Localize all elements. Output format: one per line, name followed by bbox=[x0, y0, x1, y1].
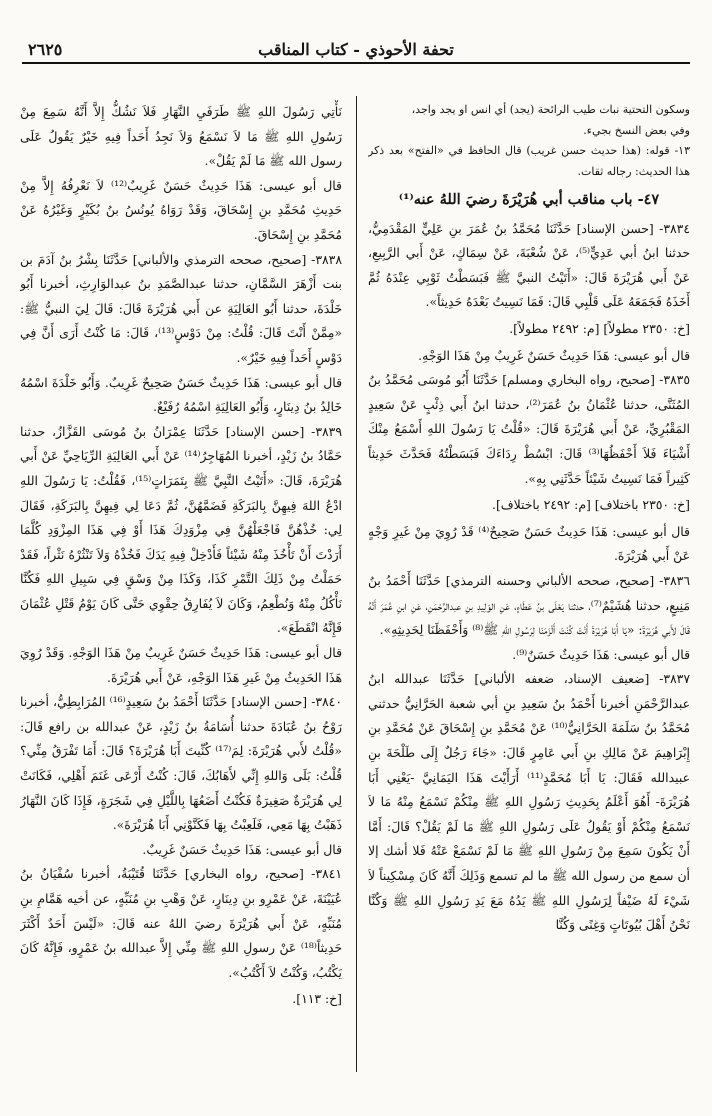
hadith-3837-continued: نَأْتِي رَسُولَ اللهِ ﷺ طَرَفَيِ النَّهَارِ فَلاَ نَشُكُّ إِلاَّ أَنَّهُ سَمِعَ مِنْ رَسُولِ اللهِ ﷺ مَا لاَ نَسْمَعُ وَلاَ نَجِدُ أَحَداً فِيهِ خَيْرٌ يَقُولُ عَلَى رسول الله ﷺ مَا لَمْ يَقُلْ». bbox=[20, 104, 342, 169]
abu-isa-comment-3839: قال أبو عيسى: هَذَا حَدِيثٌ حَسَنٌ غَرِيبٌ مِنْ هَذَا الوَجْهِ. وَقَدْ رُوِيَ هَذَا الحَدِيثُ مِنْ غَيرِ هَذَا الوَجْهِ، عَنْ أَبي هُرَيْرَةَ. bbox=[20, 645, 342, 685]
footnote-line: وفي بعض النسخ بجيء. bbox=[583, 123, 690, 137]
column-divider bbox=[356, 96, 357, 1072]
abu-isa-comment-3837: قال أبو عيسى: هَذَا حَدِيثٌ حَسَنٌ غَرِيبٌ⁽¹²⁾ لاَ نَعْرِفُهُ إِلاَّ مِنْ حَدِيثِ مُحَمَّدِ بنِ إِسْحَاقَ، وَقَدْ رَوَاهُ يُونُسُ بنُ بُكَيْرٍ وَغَيْرُهُ عَنْ مُحَمَّدِ بنِ إِسْحَاقَ. bbox=[20, 177, 342, 242]
footnote-13: ١٣- قوله: (هذا حديث حسن غريب) قال الحافظ في «الفتح» بعد ذكر هذا الحديث: رجاله ثقات. bbox=[368, 144, 690, 178]
page-number: ٢٦٢٥ bbox=[28, 40, 63, 59]
hadith-3835: ٣٨٣٥- [صحيح، رواه البخاري ومسلم] حَدَّثَنَا أَبُو مُوسَى مُحَمَّدُ بنُ المُثَنَّى، حدثنا عُثْمَانُ بنُ عُمَرَ⁽²⁾، حدثنا ابنُ أَبي ذِئْبٍ عَنْ سَعِيدٍ المَقْبُرِيِّ، عَنْ أَبي هُرَيْرَةَ قَالَ: «قُلْتُ يَا رَسُولَ اللهِ أَسْمَعُ مِنْكَ أَشْيَاءَ فَلاَ أَحْفَظُهَا⁽³⁾ قَالَ: ابْسُطْ رِدَاءَكَ فَبَسَطْتُهُ فَحَدَّثَ حَدِيثاً كَثِيراً فَمَا نَسِيتُ شَيْئاً حَدَّثَنِي بِهِ». bbox=[368, 372, 690, 486]
abu-isa-comment-3834: قال أبو عيسى: هَذَا حَدِيثٌ حَسَنٌ غَرِيبٌ مِنْ هَذَا الوَجْهِ. bbox=[418, 347, 690, 363]
hadith-3834: ٣٨٣٤- [حسن الإسناد] حَدَّثَنَا مُحَمَّدُ بنُ عُمَرَ بنِ عَلِيٍّ المَقْدَمِيُّ، حدثنا ابنُ أبي عَدِيٍّ⁽⁵⁾، عَنْ شُعْبَةَ، عَنْ سِمَاكٍ، عَنْ أَبي الرَّبِيعِ، عَنْ أَبي هُرَيْرَةَ قَالَ: «أَتَيْتُ النبيَّ ﷺ فَبَسَطْتُ ثَوْبِي عِنْدَهُ ثُمَّ أَخَذَهُ فَجَمَعَهُ عَلَى قَلْبِي قَالَ: فَمَا نَسِيتُ بَعْدَهُ حَدِيثاً». bbox=[368, 220, 690, 310]
hadith-3837: ٣٨٣٧- [ضعيف الإسناد، ضعفه الألباني] حَدَّثَنَا عبدالله ابنُ عبدالرَّحْمَنِ أخبرنا أَحْمَدُ بنُ سَعِيدِ بنِ أبي شعبة الحَرَّانِيُّ حدثني مُحَمَّدُ بنُ سَلَمَةَ الحَرَّانِيُّ⁽¹⁰⁾ عَنْ مُحَمَّدِ بنِ إِسْحَاقَ عَنْ مُحَمَّدِ بنِ إِبْرَاهِيمَ عَنْ مَالِكِ بنِ أَبي عَامِرٍ قَالَ: «جَاءَ رَجُلٌ إِلَى طَلْحَةَ بنِ عبيدالله فَقَالَ: يَا أَبَا مُحَمَّدٍ⁽¹¹⁾ أَرَأَيْتَ هَذَا اليَمَانِيَّ -يَعْنِي أَبَا هُرَيْرَةَ- أَهُوَ أَعْلَمُ بِحَدِيثِ رَسُولِ اللهِ ﷺ مِنْكُمْ نَسْمَعُ مِنْهُ مَا لاَ نَسْمَعُ مِنْكُمْ أَوْ يَقُولُ عَلَى رَسُولِ اللهِ ﷺ مَا لَمْ يَقُلْ؟ قَالَ: أَمَّا أَنْ يَكُونَ سَمِعَ مِنْ رَسُولِ اللهِ ﷺ مَا لَمْ نَسْمَعْ عَنْهُ فَلا أشك إلا أن سمع من رسول الله ﷺ ما لم تسمع وَذَلِكَ أَنَّهُ كَانَ مِسْكِيناً لاَ شَيْءَ لَهُ ضَيْفاً لِرَسُولِ اللهِ ﷺ يَدُهُ مَعَ يَدِ رَسُولِ اللهِ ﷺ وَكُنَّا نَحْنُ أَهْلَ بُيُوتَاتٍ وَغِنًى وَكُنَّا bbox=[368, 671, 690, 933]
reference-3841: [خ: ١١٣]. bbox=[292, 991, 342, 1007]
page-header bbox=[22, 34, 690, 64]
abu-isa-comment-3838: قال أبو عيسى: هَذَا حَدِيثٌ حَسَنٌ صَحِيحٌ غَرِيبٌ. وَأَبُو خَلْدَةَ اسْمُهُ خَالِدُ بنُ دِينَارٍ، وَأَبُو العَالِيَةِ اسْمُهُ رُفَيْعٌ. bbox=[20, 374, 342, 415]
reference-3834: [خ: ٢٣٥٠ مطولاً] [م: ٢٤٩٢ مطولاً]. bbox=[509, 320, 690, 336]
abu-isa-comment-3835: قال أبو عيسى: هَذَا حَدِيثٌ حَسَنٌ صَحِيحٌ⁽⁴⁾ قَدْ رُوِيَ مِنْ غَيرِ وَجْهٍ عَنْ أَبي هُرَيْرَةَ. bbox=[368, 523, 690, 564]
chapter-heading: ٤٧- باب مناقب أبي هُرَيْرَةَ رضيَ اللهُ عنه⁽¹⁾ bbox=[398, 191, 660, 208]
abu-isa-comment-3836: قال أبو عيسى: هَذَا حَدِيثٌ حَسَنٌ⁽⁹⁾. bbox=[512, 646, 690, 662]
left-column bbox=[20, 100, 342, 1075]
hadith-3841: ٣٨٤١- [صحيح، رواه البخاري] حَدَّثَنَا قُتَيْبَةُ، أخبرنا سُفْيَانُ بنُ عُيَيْنَةَ، عَنْ عَمْرِو بنِ دِينَارٍ، عَنْ وَهْبِ بنِ مُنَبِّهٍ، عن أخيه هَمَّامِ بنِ مُنَبِّهٍ، عَنْ أَبي هُرَيْرَةَ رضيَ اللهُ عنه قَالَ: «لَيْسَ أَحَدٌ أَكْثَرَ حَدِيثاً⁽¹⁸⁾ عَنْ رسولِ اللهِ ﷺ مِنِّي إِلاَّ عبدالله بنُ عَمْرٍو، فَإِنَّهُ كَانَ يَكْتُبُ، وَكُنْتُ لاَ أَكْتُبُ». bbox=[20, 866, 342, 980]
running-title: تحفة الأحوذي - كتاب المناقب bbox=[258, 40, 454, 59]
hadith-3836: ٣٨٣٦- [صحيح، صححه الألباني وحسنه الترمذي] حَدَّثَنَا أَحْمَدُ بنُ مَنِيعٍ، حدثنا هُشَيْمٌ⁽⁷⁾، حدثنا يَعْلَى بنُ عَطَاءٍ، عَنِ الوَلِيدِ بنِ عبدالرَّحْمَنِ، عَنِ ابنِ عُمَرَ أَنَّهُ قَالَ لأَبي هُرَيْرَةَ: «يَا أَبَا هُرَيْرَةَ أَنْتَ كُنْتَ أَلْزَمَنَا لِرَسُولِ اللهِ ﷺ⁽⁸⁾ وَأَحْفَظَنَا لِحَدِيثِهِ». bbox=[368, 572, 690, 638]
footnote-line: وسكون التحتية نبات طيب الرائحة (يجد) أي انس او يجد واجد، bbox=[411, 103, 690, 116]
right-column bbox=[368, 100, 690, 1075]
reference-3835: [خ: ٢٣٥٠ باختلاف] [م: ٢٤٩٢ باختلاف]. bbox=[492, 497, 690, 513]
header-rule bbox=[22, 62, 690, 64]
abu-isa-comment-3840: قال أبو عيسى: هَذَا حَدِيثٌ حَسَنٌ غَرِيبٌ. bbox=[142, 841, 342, 857]
hadith-3838: ٣٨٣٨- [صحيح، صححه الترمذي والألباني] حَدَّثَنَا بِشْرُ بنُ آدَمَ بن بنت أَزْهَرَ السَّمَّانِ، حدثنا عبدالصَّمَدِ بنُ عبدالوَارِثِ، أخبرنا أَبُو خَلْدَةَ، حدثنا أَبُو العَالِيَةِ عن أَبي هُرَيْرَةَ قَالَ: قَالَ لِيَ النبيُّ ﷺ: «مِمَّنْ أَنْتَ قَالَ: قُلْتُ: مِنْ دَوْسٍ⁽¹³⁾، قَالَ: مَا كُنْتُ أَرَى أَنَّ فِي دَوْسٍ أَحَداً فِيهِ خَيْرٌ». bbox=[20, 251, 342, 365]
hadith-3839: ٣٨٣٩- [حسن الإسناد] حَدَّثَنَا عِمْرَانُ بنُ مُوسَى القَزَّازُ، حدثنا حَمَّادُ بنُ زَيْدٍ، أخبرنا المُهَاجِرُ⁽¹⁴⁾ عَنْ أَبي العَالِيَةِ الرِّيَاحِيِّ عَنْ أَبي هُرَيْرَةَ، قَالَ: «أَتَيْتُ النَّبِيَّ ﷺ بِتَمَرَاتٍ⁽¹⁵⁾، فَقُلْتُ: يَا رَسُولَ اللهِ ادْعُ اللهَ فِيهِنَّ بِالبَرَكَةِ فَضَمَّهُنَّ، ثُمَّ دَعَا لِي فِيهِنَّ بِالبَرَكَةِ، فَقَالَ لِي: خُذْهُنَّ فَاجْعَلْهُنَّ فِي مِزْوَدِكَ هَذَا أَوْ فِي هَذَا المِزْوَدِ كُلَّمَا أَرَدْتَ أَنْ تَأْخُذَ مِنْهُ شَيْئاً فَأَدْخِلْ فِيهِ يَدَكَ فَخُذْهُ وَلاَ تَنْثُرْهُ نَثْراً، فَقَدْ حَمَلْتُ مِنْ ذَلِكَ التَّمْرِ كَذَا، وَكَذَا مِنْ وَسْقٍ فِي سَبِيلِ اللهِ فَكُنَّا نَأْكُلُ مِنْهُ وَنُطْعِمُ، وَكَانَ لاَ يُفَارِقُ حِقْوِي حَتَّى كَانَ يَوْمُ قَتْلِ عُثْمَانَ فَإِنَّهُ انْقَطَعَ». bbox=[20, 423, 342, 636]
hadith-3840: ٣٨٤٠- [حسن الإسناد] حَدَّثَنَا أَحْمَدُ بنُ سَعِيدٍ⁽¹⁶⁾ المُرَابِطِيُّ، أخبرنا رَوْحُ بنُ عُبَادَةَ حدثنا أُسَامَةُ بنُ زَيْدٍ، عَنْ عبدالله بن رافع قَالَ: «قُلْتُ لأَبي هُرَيْرَةَ: لِمَ⁽¹⁷⁾ كُنِّيتَ أَبَا هُرَيْرَةَ؟ قَالَ: أَمَا تَفْرَقُ مِنِّي؟ قُلْتُ: بَلَى وَاللهِ إِنِّي لأَهَابُكَ، قَالَ: كُنْتُ أَرْعَى غَنَمَ أَهْلِي، فَكَانَتْ لِي هُرَيْرَةٌ صَغِيرَةٌ فَكُنْتُ أَضَعُهَا بِاللَّيْلِ فِي شَجَرَةٍ، فَإِذَا كَانَ النَّهَارُ ذَهَبْتُ بِهَا مَعِي، فَلَعِبْتُ بِهَا فَكَنَّوْنِي أَبَا هُرَيْرَةَ». bbox=[20, 694, 342, 833]
